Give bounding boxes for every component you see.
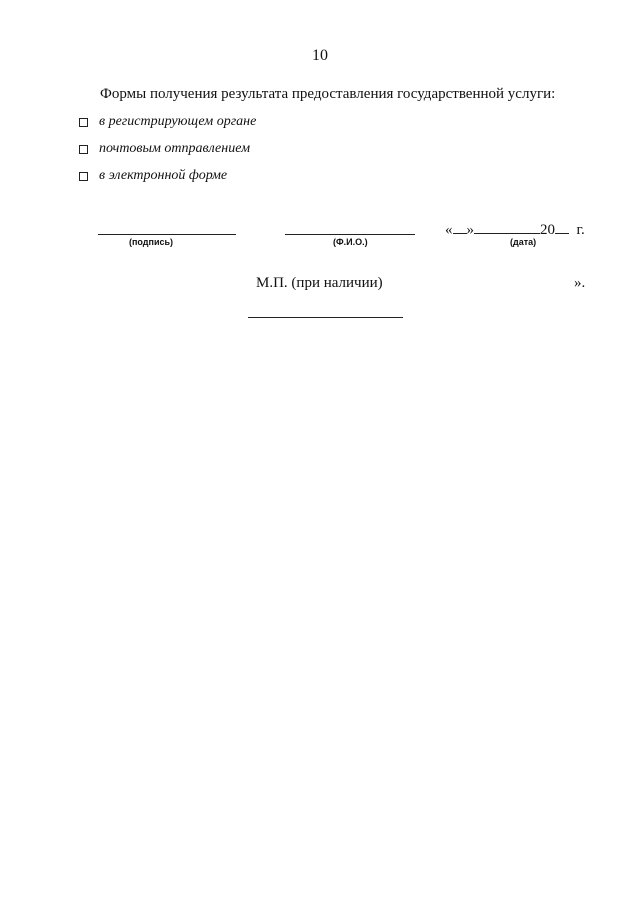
option-label: почтовым отправлением — [99, 141, 251, 156]
page-number: 10 — [312, 47, 328, 64]
month-blank[interactable] — [474, 219, 540, 234]
day-blank[interactable] — [453, 219, 467, 234]
date-close-quote: » — [466, 222, 474, 238]
option-registering-body[interactable] — [79, 113, 256, 131]
closing-quote: ». — [574, 275, 586, 291]
date-caption: (дата) — [510, 237, 537, 247]
signature-caption: (подпись) — [129, 237, 174, 247]
year-suffix: г. — [576, 222, 585, 238]
stamp-line[interactable] — [248, 317, 403, 318]
checkbox-icon[interactable] — [79, 145, 88, 154]
option-label: в электронной форме — [99, 168, 228, 183]
option-electronic[interactable] — [79, 167, 227, 185]
option-label: в регистрирующем органе — [99, 114, 257, 129]
year-prefix: 20 — [540, 222, 555, 238]
date-open-quote: « — [445, 222, 453, 238]
section-heading: Формы получения результата предоставления государственной услуги: — [100, 86, 556, 102]
date-field[interactable] — [445, 219, 585, 239]
checkbox-icon[interactable] — [79, 172, 88, 181]
year-blank[interactable] — [555, 219, 569, 234]
full-name-caption: (Ф.И.О.) — [333, 237, 368, 247]
full-name-line[interactable] — [285, 234, 415, 235]
checkbox-icon[interactable] — [79, 118, 88, 127]
option-postal[interactable] — [79, 140, 250, 158]
stamp-placeholder: М.П. (при наличии) — [256, 275, 383, 291]
signature-line[interactable] — [98, 234, 236, 235]
